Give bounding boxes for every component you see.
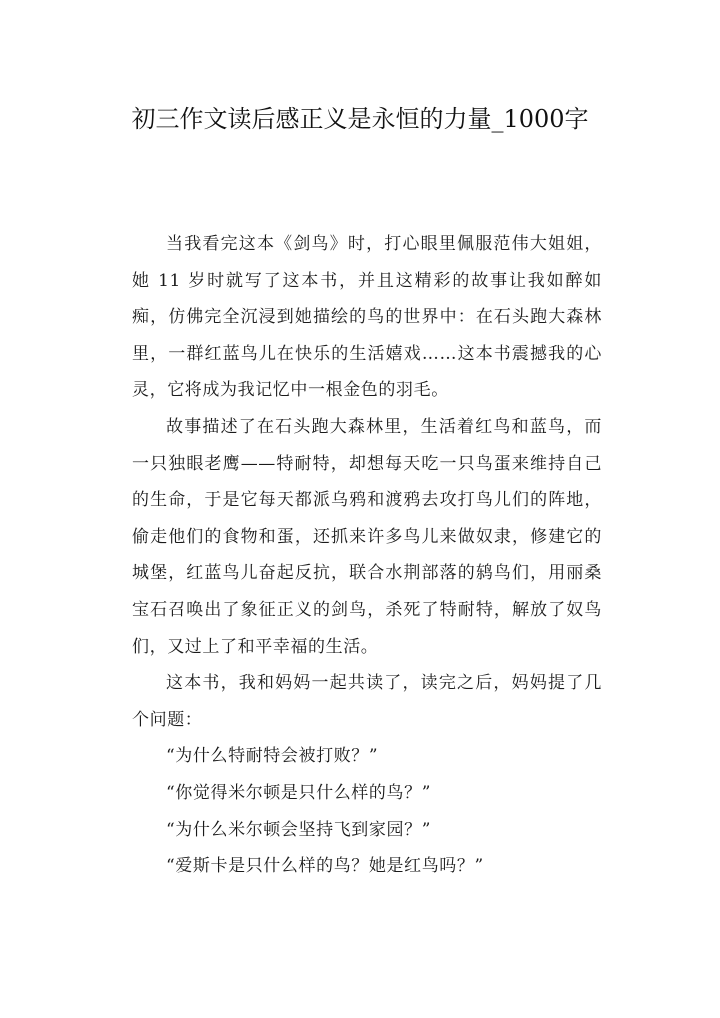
question-4: “爱斯卡是只什么样的鸟？她是红鸟吗？” bbox=[166, 856, 484, 877]
question-2: “你觉得米尔顿是只什么样的鸟？” bbox=[166, 782, 431, 803]
document-title: 初三作文读后感正义是永恒的力量_1000字 bbox=[131, 105, 589, 133]
document-body bbox=[132, 226, 602, 885]
paragraph-questions-intro: 这本书，我和妈妈一起共读了，读完之后，妈妈提了几个问题： bbox=[132, 673, 602, 730]
paragraph-story: 故事描述了在石头跑大森林里，生活着红鸟和蓝鸟，而一只独眼老鹰——特耐特，却想每天吃一只鸟蛋来维持自己的生命，于是它每天都派乌鸦和渡鸦去攻打鸟儿们的阵地，偷走他们的食物和蛋，还抓来许多鸟儿来做奴隶，修建它的城堡，红蓝鸟儿奋起反抗，联合水荆部落的鸫鸟们，用丽桑宝石召唤出了象征正义的剑鸟，杀死了特耐特，解放了奴鸟们，又过上了和平幸福的生活。 bbox=[132, 416, 602, 657]
question-3: “为什么米尔顿会坚持飞到家园？” bbox=[166, 819, 431, 840]
paragraph-intro: 当我看完这本《剑鸟》时，打心眼里佩服范伟大姐姐，她 11 岁时就写了这本书，并且这精彩的故事让我如醉如痴，仿佛完全沉浸到她描绘的鸟的世界中：在石头跑大森林里，一群红蓝鸟儿在快乐的生活嬉戏……这本书震撼我的心灵，它将成为我记忆中一根金色的羽毛。 bbox=[132, 234, 602, 401]
question-1: “为什么特耐特会被打败？” bbox=[166, 746, 379, 767]
